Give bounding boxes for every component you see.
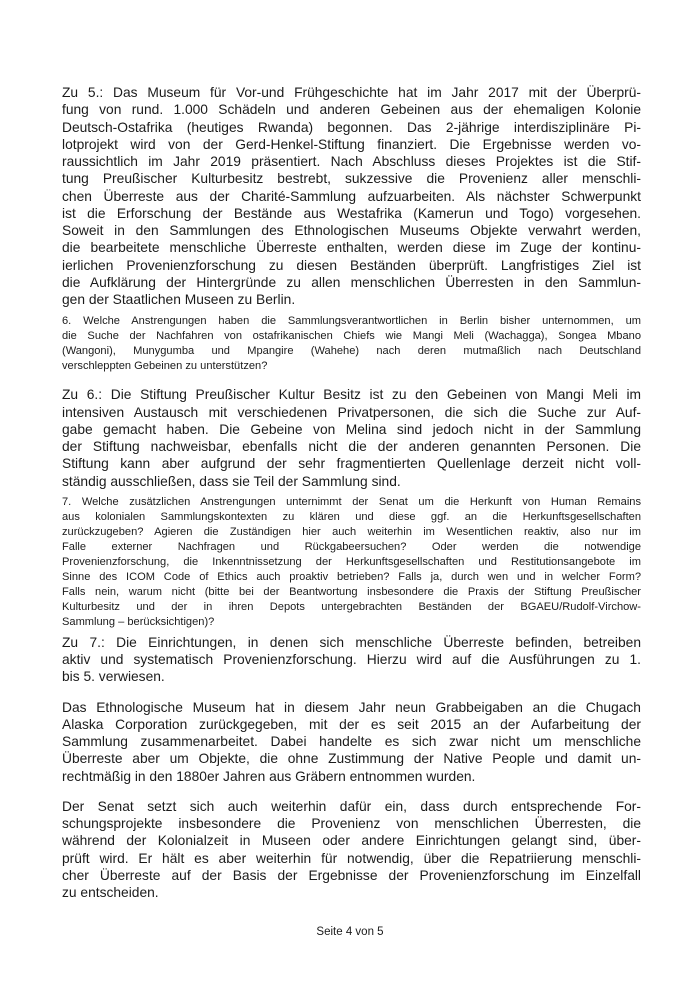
text-line: Soweit in den Sammlungen des Ethnologischen Museums Objekte verwahrt werden,: [62, 223, 641, 238]
text-line: tung Preußischer Kulturbesitz bestrebt, sukzessive die Provenienz aller menschli-: [62, 171, 641, 187]
text-line: Provenienzforschung, die Inkenntnissetzung der Herkunftsgesellschaften und Restitutionsangebote im: [62, 555, 641, 568]
text-line: raussichtlich im Jahr 2019 präsentiert. Nach Abschluss dieses Projektes ist die Stif-: [62, 154, 641, 169]
text-line: zu entscheiden.: [62, 885, 159, 900]
text-line: ierlichen Provenienzforschung zu diesen Beständen überprüft. Langfristiges Ziel ist: [62, 257, 641, 273]
text-line: ist die Erforschung der Bestände aus Westafrika (Kamerun und Togo) vorgesehen.: [62, 205, 641, 221]
paragraph-senat-position: [62, 798, 641, 902]
text-line: Zu 5.: Das Museum für Vor-und Frühgeschichte hat im Jahr 2017 mit der Überprü-: [62, 85, 641, 100]
text-line: zurückzugeben? Agieren die Zuständigen hier auch weiterhin im Wesentlichen reaktiv, also nur im: [62, 525, 641, 538]
text-line: Alaska Corporation zurückgegeben, mit der es seit 2015 an der Aufarbeitung der: [62, 716, 641, 732]
text-line: Überreste aber um Objekte, die ohne Zustimmung der Native People und damit un-: [62, 751, 641, 767]
text-line: ständig ausschließen, dass sie Teil der Sammlung sind.: [62, 473, 401, 489]
text-line: intensiven Austausch mit verschiedenen Privatpersonen, die sich die Suche zur Auf-: [62, 404, 641, 420]
answer-to-question-7: [62, 634, 641, 686]
text-line: gen der Staatlichen Museen zu Berlin.: [62, 292, 296, 307]
text-line: Sammlung zusammenarbeitet. Dabei handelte es sich zwar nicht um menschliche: [62, 734, 641, 749]
text-line: prüft wird. Er hält es aber weiterhin für notwendig, über die Repatriierung menschli-: [62, 850, 641, 866]
text-line: Zu 6.: Die Stiftung Preußischer Kultur Besitz ist zu den Gebeinen von Mangi Meli im: [62, 387, 641, 403]
text-line: cher Überreste auf der Basis der Ergebnisse der Provenienzforschung im Einzelfall: [62, 867, 641, 883]
page-number: Seite 4 von 5: [316, 926, 384, 938]
text-line: aktiv und systematisch Provenienzforschung. Hierzu wird auf die Ausführungen zu 1.: [62, 652, 641, 667]
text-line: Falle externer Nachfragen und Rückgabeersuchen? Oder werden die notwendige: [62, 540, 641, 553]
text-line: 7. Welche zusätzlichen Anstrengungen unternimmt der Senat um die Herkunft von Human Remains: [62, 495, 641, 508]
paragraph-ethnologisches-museum: [62, 699, 641, 785]
text-line: Zu 7.: Die Einrichtungen, in denen sich menschliche Überreste befinden, betreiben: [62, 634, 641, 650]
text-line: schungsprojekte insbesondere die Provenienz von menschlichen Überresten, die: [62, 816, 641, 831]
text-line: bis 5. verwiesen.: [62, 669, 165, 685]
text-line: aus kolonialen Sammlungskontexten zu klären und diese ggf. an die Herkunftsgesellschaften: [62, 510, 641, 523]
text-line: Das Ethnologische Museum hat in diesem Jahr neun Grabbeigaben an die Chugach: [62, 699, 641, 715]
text-line: die Aufklärung der Hintergründe zu allen menschlichen Überresten in den Sammlun-: [62, 274, 641, 290]
text-line: Sammlung – berücksichtigen)?: [62, 615, 215, 628]
question-6: [62, 314, 641, 374]
text-line: während der Kolonialzeit in Museen oder andere Einrichtungen gelangt sind, über-: [62, 833, 641, 849]
text-line: rechtmäßig in den 1880er Jahren aus Gräbern entnommen wurden.: [62, 768, 476, 784]
text-line: Deutsch-Ostafrika (heutiges Rwanda) begonnen. Das 2-jährige interdisziplinäre Pi-: [62, 119, 641, 135]
document-body: [62, 84, 641, 901]
text-line: Kulturbesitz und der in ihren Depots untergebrachten Beständen der BGAEU/Rudolf-Virchow-: [62, 600, 641, 613]
text-line: die Suche der Nachfahren von ostafrikanischen Chiefs wie Mangi Meli (Wachagga), Songea Mbano: [62, 330, 641, 343]
text-line: chen Überreste aus der Charité-Sammlung aufzuarbeiten. Als nächster Schwerpunkt: [62, 188, 641, 204]
text-line: Der Senat setzt sich auch weiterhin dafür ein, dass durch entsprechende For-: [62, 798, 641, 814]
answer-to-question-6: [62, 386, 641, 490]
text-line: gabe gemacht haben. Die Gebeine von Melina sind jedoch nicht in der Sammlung: [62, 421, 641, 437]
text-line: Stiftung kann aber aufgrund der sehr fragmentierten Quellenlage derzeit nicht voll-: [62, 456, 641, 472]
question-7: [62, 495, 641, 630]
text-line: lotprojekt wird von der Gerd-Henkel-Stiftung finanziert. Die Ergebnisse werden vo-: [62, 136, 641, 152]
text-line: 6. Welche Anstrengungen haben die Sammlungsverantwortlichen in Berlin bisher unternommen, um: [62, 315, 641, 328]
answer-to-question-5: [62, 84, 641, 308]
text-line: verschleppten Gebeinen zu unterstützen?: [62, 360, 268, 373]
text-line: Sinne des ICOM Code of Ethics auch proaktiv betrieben? Falls ja, durch wen und in welcher Form?: [62, 570, 641, 583]
text-line: die bearbeitete menschliche Überreste enthalten, werden diese im Zuge der kontinu-: [62, 240, 641, 256]
text-line: (Wangoni), Munygumba und Mpangire (Wahehe) nach deren mutmaßlich nach Deutschland: [62, 345, 641, 358]
text-line: der Stiftung nachweisbar, ebenfalls nicht die der anderen genannten Personen. Die: [62, 439, 641, 454]
text-line: Falls nein, warum nicht (bitte bei der Beantwortung insbesondere die Praxis der Stiftung Preußischer: [62, 585, 641, 598]
text-line: fung von rund. 1.000 Schädeln und anderen Gebeinen aus der ehemaligen Kolonie: [62, 102, 641, 118]
